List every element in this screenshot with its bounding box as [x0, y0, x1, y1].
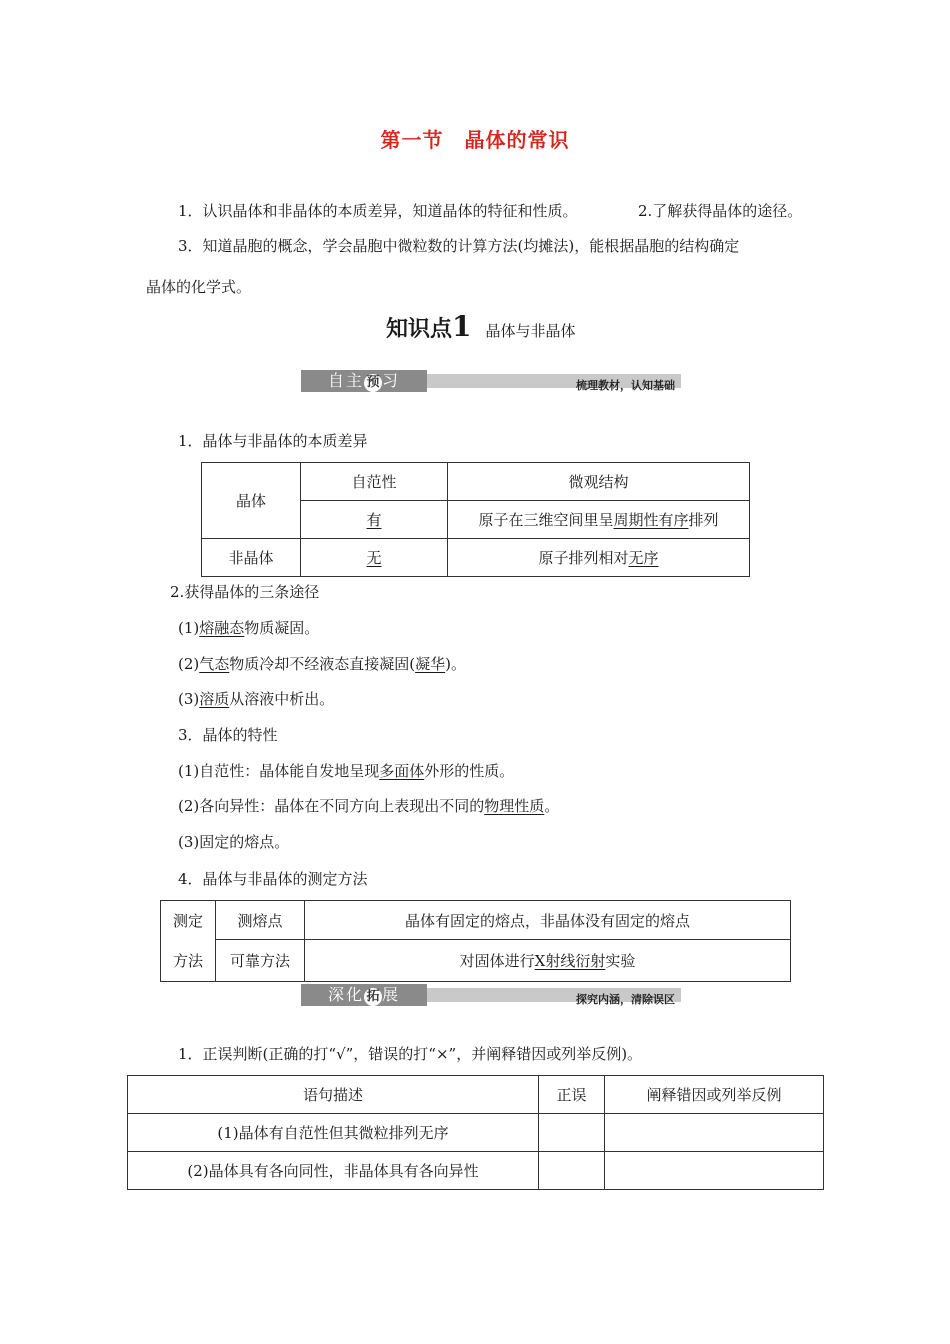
header-explanation: 阐释错因或列举反例	[605, 1076, 824, 1114]
cell-melting-point-desc: 晶体有固定的熔点，非晶体没有固定的熔点	[305, 901, 791, 940]
answer-cell-1[interactable]	[539, 1114, 605, 1152]
cell-crystal: 晶体	[202, 463, 301, 539]
cell-measure-melting-point: 测熔点	[216, 901, 305, 940]
measurement-method-table	[160, 900, 791, 982]
answer-cell-2[interactable]	[539, 1152, 605, 1190]
banner-label: 自主 预 习	[301, 370, 427, 392]
header-self-forming: 自范性	[301, 463, 448, 501]
property-item-1: (1)自范性：晶体能自发地呈现多面体外形的性质。	[178, 762, 515, 780]
property-item-3: (3)固定的熔点。	[178, 833, 290, 851]
judgment-table	[127, 1075, 824, 1190]
explanation-cell-2[interactable]	[605, 1152, 824, 1190]
judgment-heading: 1．正误判断(正确的打“√”，错误的打“×”，并阐释错因或列举反例)。	[178, 1045, 643, 1063]
banner-circle-badge: 拓	[364, 988, 382, 1006]
header-statement: 语句描述	[128, 1076, 539, 1114]
banner-circle-badge: 预	[364, 374, 382, 392]
section-heading-1: 1．晶体与非晶体的本质差异	[178, 432, 368, 450]
statement-1: (1)晶体有自范性但其微粒排列无序	[128, 1114, 539, 1152]
banner-label: 深化 拓 展	[301, 984, 427, 1006]
banner-bar	[427, 988, 681, 1006]
property-item-2: (2)各向异性：晶体在不同方向上表现出不同的物理性质。	[178, 797, 560, 815]
essential-difference-table	[201, 462, 750, 577]
cell-reliable-method: 可靠方法	[216, 940, 305, 982]
cell-xray-desc: 对固体进行X射线衍射实验	[305, 940, 791, 982]
route-item-1: (1)熔融态物质凝固。	[178, 619, 320, 637]
section-heading-4: 4．晶体与非晶体的测定方法	[178, 870, 368, 888]
banner-side-text: 探究内涵，清除误区	[576, 993, 675, 1006]
route-item-2: (2)气态物质冷却不经液态直接凝固(凝华)。	[178, 655, 466, 673]
header-true-false: 正误	[539, 1076, 605, 1114]
cell-crystal-micro: 原子在三维空间里呈周期性有序排列	[448, 501, 750, 539]
section-heading-3: 3．晶体的特性	[178, 726, 278, 744]
page-title: 第一节 晶体的常识	[380, 128, 570, 152]
knowledge-point-heading	[386, 310, 576, 343]
objective-3: 3．知道晶胞的概念，学会晶胞中微粒数的计算方法(均摊法)，能根据晶胞的结构确定	[178, 237, 740, 255]
section-heading-2: 2.获得晶体的三条途径	[170, 583, 320, 601]
knowledge-point-number: 1	[452, 310, 472, 343]
knowledge-point-label: 知识点	[386, 317, 453, 342]
cell-method-category: 测定 方法	[161, 901, 216, 982]
self-preview-banner	[301, 370, 681, 392]
cell-amorphous: 非晶体	[202, 539, 301, 577]
banner-bar	[427, 374, 681, 392]
objective-1: 1．认识晶体和非晶体的本质差异，知道晶体的特征和性质。	[178, 202, 578, 220]
deepen-extend-banner	[301, 984, 681, 1006]
banner-side-text: 梳理教材，认知基础	[576, 379, 675, 392]
cell-amorphous-self-forming: 无	[301, 539, 448, 577]
knowledge-point-subtitle: 晶体与非晶体	[485, 322, 576, 340]
cell-amorphous-micro: 原子排列相对无序	[448, 539, 750, 577]
statement-2: (2)晶体具有各向同性，非晶体具有各向异性	[128, 1152, 539, 1190]
route-item-3: (3)溶质从溶液中析出。	[178, 690, 335, 708]
cell-crystal-self-forming: 有	[301, 501, 448, 539]
objective-3-continued: 晶体的化学式。	[146, 278, 252, 296]
explanation-cell-1[interactable]	[605, 1114, 824, 1152]
header-micro-structure: 微观结构	[448, 463, 750, 501]
objective-2: 2.了解获得晶体的途径。	[638, 202, 803, 220]
